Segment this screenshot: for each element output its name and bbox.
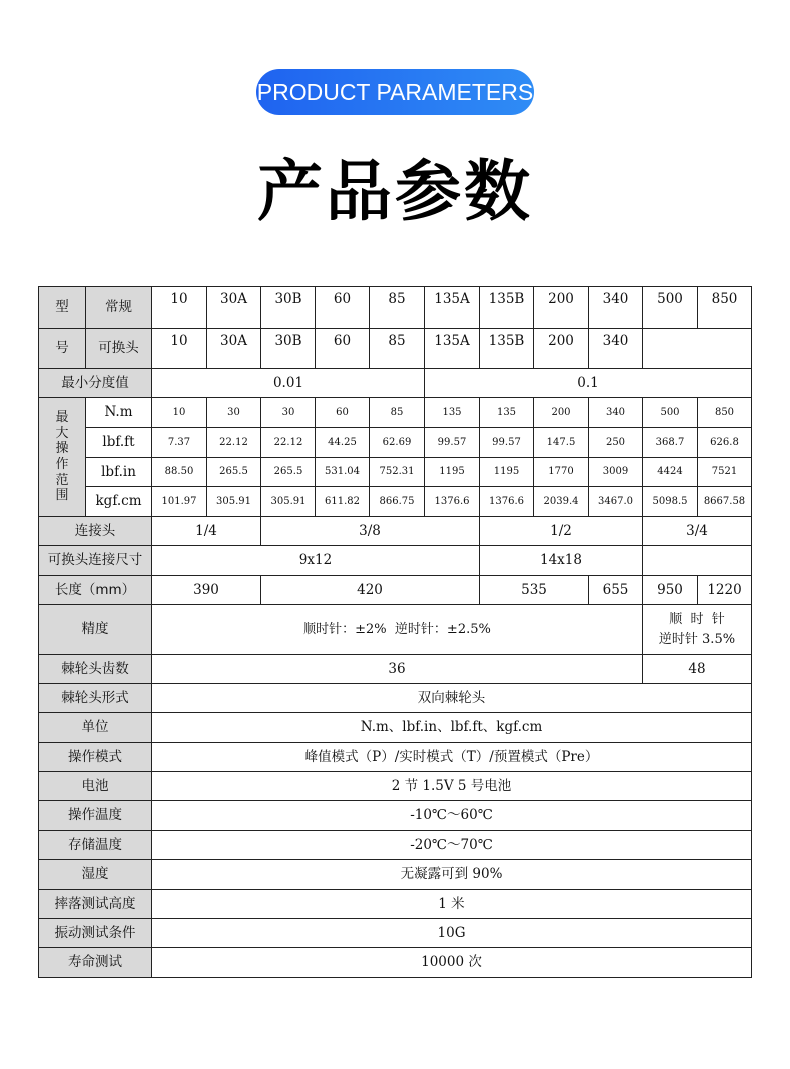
regular-model-cell: 10	[152, 287, 207, 329]
ratchet-teeth-label: 棘轮头齿数	[39, 655, 152, 684]
row-humidity	[39, 860, 752, 890]
operating-temp-value: -10℃～60℃	[152, 801, 752, 831]
empty-cell	[643, 546, 752, 576]
row-range-lbfin	[39, 458, 752, 487]
length-label: 长度（mm）	[39, 576, 152, 605]
unit-label: 单位	[39, 713, 152, 743]
row-range-kgfcm	[39, 487, 752, 517]
range-value: 611.82	[316, 487, 370, 517]
row-regular-models	[39, 287, 752, 329]
drop-test-value: 1 米	[152, 890, 752, 919]
range-value: 62.69	[370, 428, 425, 458]
replaceable-size-value: 9x12	[152, 546, 480, 576]
replaceable-model-cell: 30A	[207, 329, 261, 369]
connector-value: 3/8	[261, 517, 480, 546]
ratchet-type-value: 双向棘轮头	[152, 684, 752, 713]
replaceable-model-cell: 85	[370, 329, 425, 369]
replaceable-model-cell: 30B	[261, 329, 316, 369]
replaceable-model-cell: 135B	[480, 329, 534, 369]
length-value: 950	[643, 576, 698, 605]
length-value: 655	[589, 576, 643, 605]
regular-model-cell: 850	[698, 287, 752, 329]
regular-model-cell: 30B	[261, 287, 316, 329]
row-mode	[39, 743, 752, 772]
min-division-value: 0.01	[152, 369, 425, 398]
range-value: 340	[589, 398, 643, 428]
replaceable-model-cell: 200	[534, 329, 589, 369]
range-value: 500	[643, 398, 698, 428]
replaceable-size-value: 14x18	[480, 546, 643, 576]
row-length	[39, 576, 752, 605]
range-value: 250	[589, 428, 643, 458]
range-value: 7521	[698, 458, 752, 487]
replaceable-model-cell: 10	[152, 329, 207, 369]
max-range-char: 围	[55, 488, 69, 504]
range-value: 265.5	[207, 458, 261, 487]
row-replaceable-size	[39, 546, 752, 576]
replaceable-model-cell: 135A	[425, 329, 480, 369]
empty-cell	[643, 329, 752, 369]
range-value: 1376.6	[480, 487, 534, 517]
range-value: 5098.5	[643, 487, 698, 517]
product-parameters-badge: PRODUCT PARAMETERS	[256, 69, 534, 115]
vibration-test-label: 振动测试条件	[39, 919, 152, 948]
regular-model-cell: 85	[370, 287, 425, 329]
range-value: 99.57	[425, 428, 480, 458]
range-value: 99.57	[480, 428, 534, 458]
range-value: 135	[425, 398, 480, 428]
replaceable-model-cell: 340	[589, 329, 643, 369]
range-value: 1195	[480, 458, 534, 487]
range-value: 30	[261, 398, 316, 428]
model-label-top: 型	[39, 287, 86, 329]
replaceable-label: 可换头	[86, 329, 152, 369]
humidity-label: 湿度	[39, 860, 152, 890]
accuracy-main-value: 顺时针：±2% 逆时针：±2.5%	[152, 605, 643, 655]
battery-value: 2 节 1.5V 5 号电池	[152, 772, 752, 801]
max-range-char: 作	[55, 457, 69, 472]
row-drop-test	[39, 890, 752, 919]
min-division-value: 0.1	[425, 369, 752, 398]
vibration-test-value: 10G	[152, 919, 752, 948]
range-value: 147.5	[534, 428, 589, 458]
mode-label: 操作模式	[39, 743, 152, 772]
range-value: 101.97	[152, 487, 207, 517]
row-operating-temp	[39, 801, 752, 831]
row-life-test	[39, 948, 752, 978]
row-min-division	[39, 369, 752, 398]
range-value: 1770	[534, 458, 589, 487]
min-division-label: 最小分度值	[39, 369, 152, 398]
range-value: 2039.4	[534, 487, 589, 517]
regular-model-cell: 30A	[207, 287, 261, 329]
max-range-label	[39, 398, 86, 517]
range-value: 752.31	[370, 458, 425, 487]
accuracy-right-value	[643, 605, 752, 655]
page-title: 产品参数	[257, 153, 533, 230]
storage-temp-label: 存储温度	[39, 831, 152, 860]
connector-value: 1/2	[480, 517, 643, 546]
storage-temp-value: -20℃～70℃	[152, 831, 752, 860]
row-range-lbfft	[39, 428, 752, 458]
range-value: 10	[152, 398, 207, 428]
row-vibration-test	[39, 919, 752, 948]
range-value: 4424	[643, 458, 698, 487]
regular-model-cell: 60	[316, 287, 370, 329]
range-value: 1195	[425, 458, 480, 487]
operating-temp-label: 操作温度	[39, 801, 152, 831]
replaceable-model-cell: 60	[316, 329, 370, 369]
row-storage-temp	[39, 831, 752, 860]
range-value: 1376.6	[425, 487, 480, 517]
regular-model-cell: 340	[589, 287, 643, 329]
range-value: 626.8	[698, 428, 752, 458]
battery-label: 电池	[39, 772, 152, 801]
range-unit: lbf.in	[86, 458, 152, 487]
range-value: 8667.58	[698, 487, 752, 517]
range-value: 135	[480, 398, 534, 428]
row-accuracy	[39, 605, 752, 655]
range-value: 60	[316, 398, 370, 428]
max-range-char: 操	[55, 441, 69, 457]
regular-model-cell: 135B	[480, 287, 534, 329]
life-test-label: 寿命测试	[39, 948, 152, 978]
range-value: 305.91	[261, 487, 316, 517]
connector-label: 连接头	[39, 517, 152, 546]
model-label-bottom: 号	[39, 329, 86, 369]
range-value: 7.37	[152, 428, 207, 458]
range-value: 22.12	[207, 428, 261, 458]
range-value: 22.12	[261, 428, 316, 458]
unit-value: N.m、lbf.in、lbf.ft、kgf.cm	[152, 713, 752, 743]
regular-model-cell: 500	[643, 287, 698, 329]
max-range-char: 最	[55, 410, 69, 426]
range-value: 3009	[589, 458, 643, 487]
range-value: 265.5	[261, 458, 316, 487]
row-ratchet-type	[39, 684, 752, 713]
length-value: 390	[152, 576, 261, 605]
regular-model-cell: 200	[534, 287, 589, 329]
accuracy-right-line: 顺 时 针	[669, 612, 725, 627]
range-value: 200	[534, 398, 589, 428]
length-value: 420	[261, 576, 480, 605]
range-value: 30	[207, 398, 261, 428]
row-replaceable-models	[39, 329, 752, 369]
max-range-char: 范	[55, 472, 69, 488]
range-unit: N.m	[86, 398, 152, 428]
range-value: 85	[370, 398, 425, 428]
range-value: 88.50	[152, 458, 207, 487]
length-value: 535	[480, 576, 589, 605]
range-value: 368.7	[643, 428, 698, 458]
drop-test-label: 摔落测试高度	[39, 890, 152, 919]
length-value: 1220	[698, 576, 752, 605]
ratchet-teeth-value: 48	[643, 655, 752, 684]
accuracy-right-line: 逆时针 3.5%	[658, 631, 736, 647]
row-battery	[39, 772, 752, 801]
connector-value: 1/4	[152, 517, 261, 546]
range-value: 866.75	[370, 487, 425, 517]
row-connector	[39, 517, 752, 546]
range-value: 531.04	[316, 458, 370, 487]
regular-label: 常规	[86, 287, 152, 329]
range-value: 3467.0	[589, 487, 643, 517]
life-test-value: 10000 次	[152, 948, 752, 978]
connector-value: 3/4	[643, 517, 752, 546]
spec-table	[38, 286, 752, 978]
range-value: 850	[698, 398, 752, 428]
range-unit: kgf.cm	[86, 487, 152, 517]
accuracy-label: 精度	[39, 605, 152, 655]
range-value: 305.91	[207, 487, 261, 517]
row-unit	[39, 713, 752, 743]
mode-value: 峰值模式（P）/实时模式（T）/预置模式（Pre）	[152, 743, 752, 772]
row-range-nm	[39, 398, 752, 428]
row-ratchet-teeth	[39, 655, 752, 684]
ratchet-type-label: 棘轮头形式	[39, 684, 152, 713]
regular-model-cell: 135A	[425, 287, 480, 329]
ratchet-teeth-value: 36	[152, 655, 643, 684]
replaceable-size-label: 可换头连接尺寸	[39, 546, 152, 576]
humidity-value: 无凝露可到 90%	[152, 860, 752, 890]
max-range-char: 大	[55, 425, 69, 441]
range-unit: lbf.ft	[86, 428, 152, 458]
range-value: 44.25	[316, 428, 370, 458]
